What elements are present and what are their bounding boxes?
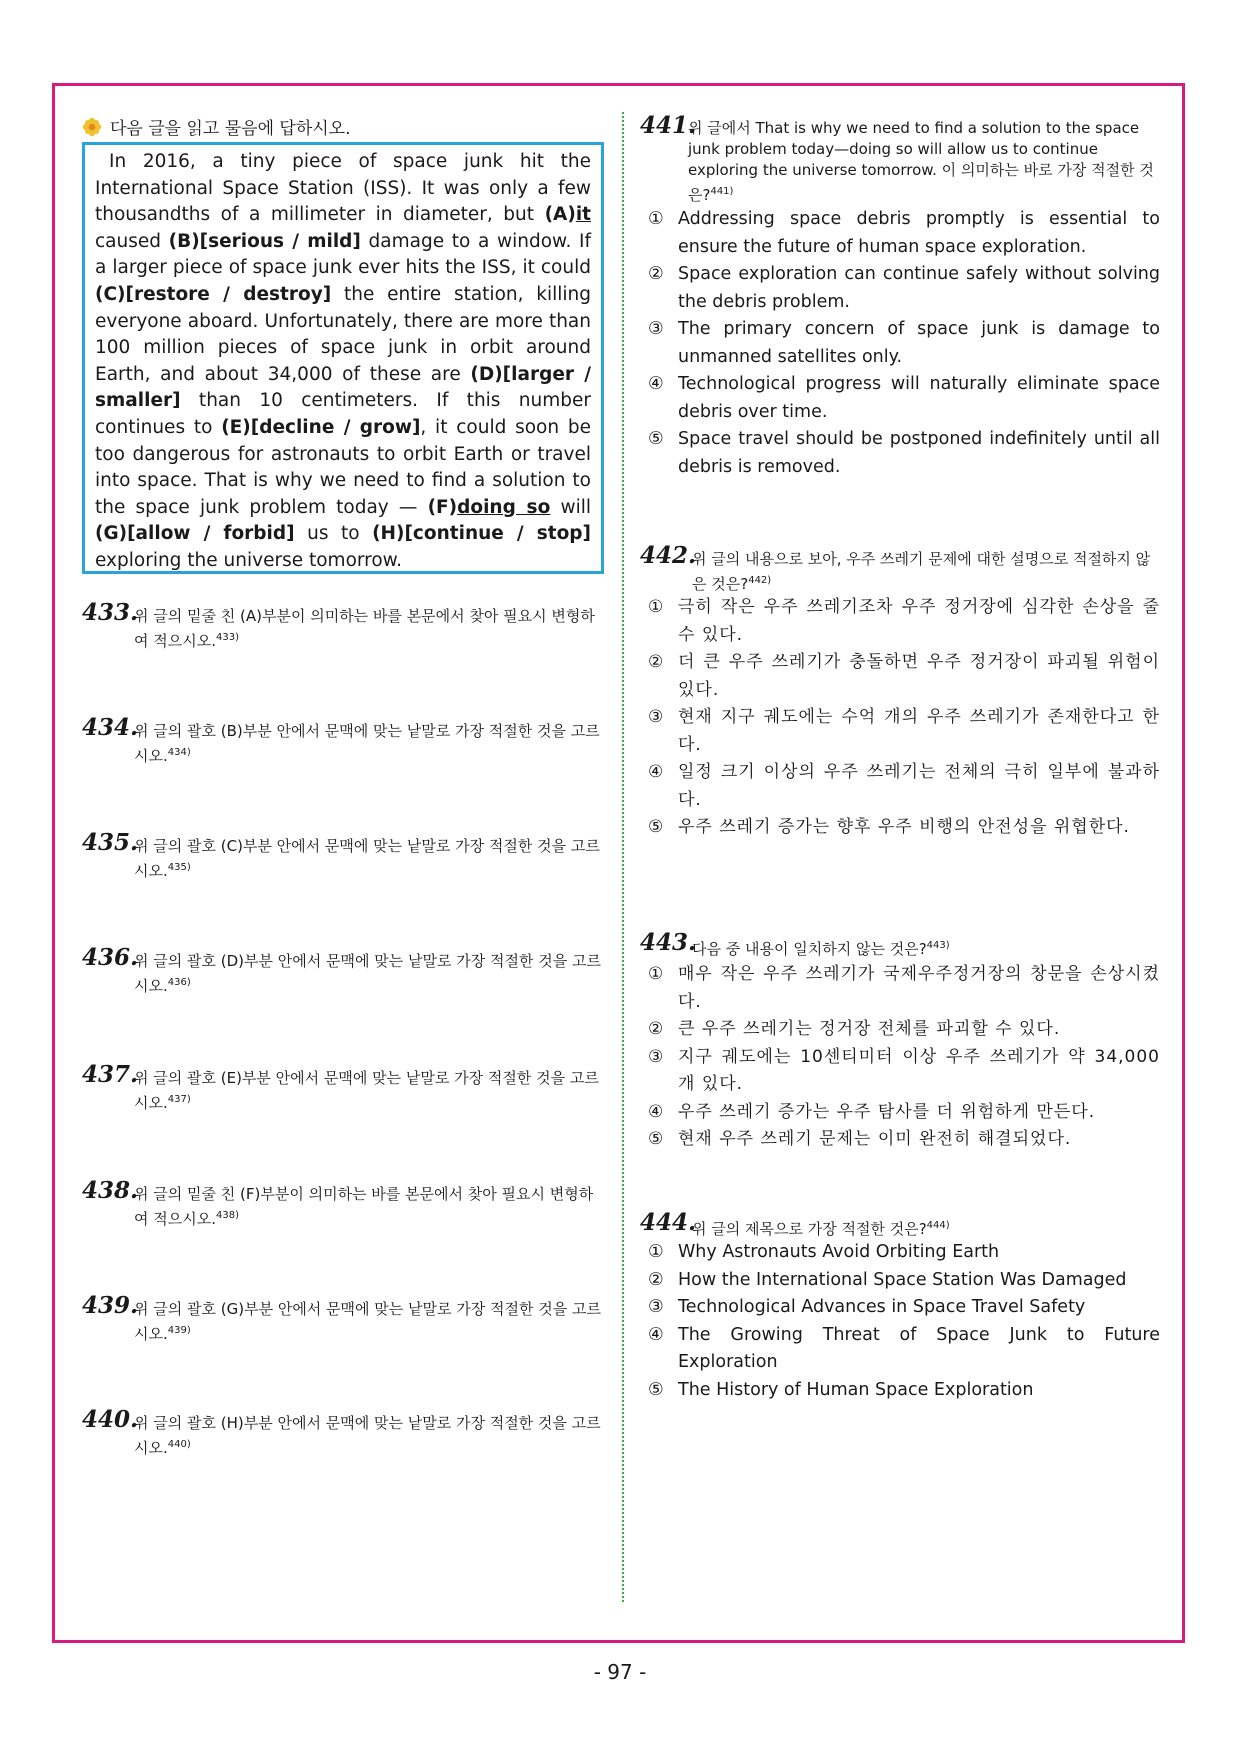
underlined-a: it (575, 204, 591, 226)
option-441-1[interactable]: ① Addressing space debris promptly is essential to ensure the future of human space exploration. (648, 209, 1160, 257)
question-436: 436. 위 글의 괄호 (D)부분 안에서 문맥에 맞는 낱말로 가장 적절한 것을 고르시오.$^{436)}$ (82, 944, 601, 995)
option-444-3[interactable]: ③ Technological Advances in Space Travel Safety (648, 1297, 1086, 1317)
instruction-text: 다음 글을 읽고 물음에 답하시오. (110, 119, 351, 139)
question-439: 439. 위 글의 괄호 (G)부분 안에서 문맥에 맞는 낱말로 가장 적절한 것을 고르시오.$^{439)}$ (82, 1292, 602, 1343)
option-443-1[interactable]: ① 매우 작은 우주 쓰레기가 국제우주정거장의 창문을 손상시켰다. (648, 964, 1160, 1012)
option-441-3[interactable]: ③ The primary concern of space junk is damage to unmanned satellites only. (648, 319, 1160, 367)
options-444 (648, 1239, 1160, 1404)
question-433: 433. 위 글의 밑줄 친 (A)부분이 의미하는 바를 본문에서 찾아 필요시 변형하여 적으시오.$^{433)}$ (82, 599, 595, 650)
option-443-2[interactable]: ② 큰 우주 쓰레기는 정거장 전체를 파괴할 수 있다. (648, 1019, 1061, 1039)
option-442-3[interactable]: ③ 현재 지구 궤도에는 수억 개의 우주 쓰레기가 존재한다고 한다. (648, 707, 1160, 755)
option-442-2[interactable]: ② 더 큰 우주 쓰레기가 충돌하면 우주 정거장이 파괴될 위험이 있다. (648, 652, 1160, 700)
bracket-c: (C)[restore / destroy] (95, 283, 332, 305)
question-435: 435. 위 글의 괄호 (C)부분 안에서 문맥에 맞는 낱말로 가장 적절한 것을 고르시오.$^{435)}$ (82, 829, 600, 880)
option-441-5[interactable]: ⑤ Space travel should be postponed indefinitely until all debris is removed. (648, 429, 1160, 477)
marker-a: (A) (544, 204, 576, 226)
question-441: 441. 위 글에서 That is why we need to find a solution to the space junk problem today—doing so will allow us to continue exploring the universe tomorrow. 이 의미하는 바로 가장 적절한 것은?$^{441)}$ (640, 112, 1154, 204)
bracket-b: (B)[serious / mild] (168, 230, 361, 252)
option-443-4[interactable]: ④ 우주 쓰레기 증가는 우주 탐사를 더 위험하게 만든다. (648, 1101, 1096, 1122)
marker-f: (F) (427, 496, 458, 518)
option-444-2[interactable]: ② How the International Space Station Was Damaged (648, 1269, 1127, 1290)
option-442-4[interactable]: ④ 일정 크기 이상의 우주 쓰레기는 전체의 극히 일부에 불과하다. (648, 762, 1160, 810)
flower-icon (82, 117, 102, 137)
options-443 (648, 961, 1160, 1154)
question-438: 438. 위 글의 밑줄 친 (F)부분이 의미하는 바를 본문에서 찾아 필요시 변형하여 적으시오.$^{438)}$ (82, 1177, 594, 1228)
reading-passage: In 2016, a tiny piece of space junk hit the International Space Station (ISS). It was only a few thousandths of a millimeter in diameter, but (A)it caused (B)[serious / mild] damage to a window. If a larger piece of space junk ever hits the ISS, it could (C)[restore / destroy] the entire station, killing everyone aboard. Unfortunately, there are more than 100 million pieces of space junk in orbit around Earth, and about 34,000 of these are (D)[larger / smaller] than 10 centimeters. If this number continues to (E)[decline / grow], it could soon be too dangerous for astronauts to orbit Earth or travel into space. That is why we need to find a solution to the space junk problem today — (F)doing so will (G)[allow / forbid] us to (H)[continue / stop] exploring the universe tomorrow. (82, 142, 604, 574)
bracket-g: (G)[allow / forbid] (95, 523, 295, 545)
bracket-d: (D)[larger / smaller] (95, 363, 592, 412)
question-444: 444. 위 글의 제목으로 가장 적절한 것은?$^{444)}$ (640, 1209, 950, 1238)
option-441-4[interactable]: ④ Technological progress will naturally eliminate space debris over time. (648, 374, 1160, 422)
underlined-f: doing so (457, 496, 551, 518)
option-444-4[interactable]: ④ The Growing Threat of Space Junk to Future Exploration (648, 1324, 1160, 1372)
column-divider (622, 112, 624, 1602)
bracket-h: (H)[continue / stop] (372, 523, 592, 545)
options-441 (648, 206, 1160, 481)
option-444-1[interactable]: ① Why Astronauts Avoid Orbiting Earth (648, 1242, 1000, 1262)
page-number: - 97 - (593, 1660, 647, 1684)
option-442-5[interactable]: ⑤ 우주 쓰레기 증가는 향후 우주 비행의 안전성을 위협한다. (648, 817, 1130, 837)
question-434: 434. 위 글의 괄호 (B)부분 안에서 문맥에 맞는 낱말로 가장 적절한 것을 고르시오.$^{434)}$ (82, 714, 600, 765)
question-443: 443. 다음 중 내용이 일치하지 않는 것은?$^{443)}$ (640, 929, 950, 958)
question-437: 437. 위 글의 괄호 (E)부분 안에서 문맥에 맞는 낱말로 가장 적절한 것을 고르시오.$^{437)}$ (82, 1061, 599, 1112)
option-442-1[interactable]: ① 극히 작은 우주 쓰레기조차 우주 정거장에 심각한 손상을 줄 수 있다. (648, 597, 1160, 645)
question-440: 440. 위 글의 괄호 (H)부분 안에서 문맥에 맞는 낱말로 가장 적절한 것을 고르시오.$^{440)}$ (82, 1406, 601, 1457)
option-443-3[interactable]: ③ 지구 궤도에는 10센티미터 이상 우주 쓰레기가 약 34,000개 있다. (648, 1046, 1160, 1094)
options-442 (648, 594, 1160, 842)
option-443-5[interactable]: ⑤ 현재 우주 쓰레기 문제는 이미 완전히 해결되었다. (648, 1129, 1072, 1149)
instruction (82, 114, 351, 139)
question-442: 442. 위 글의 내용으로 보아, 우주 쓰레기 문제에 대한 설명으로 적절하지 않은 것은?$^{442)}$ (640, 542, 1151, 593)
option-444-5[interactable]: ⑤ The History of Human Space Exploration (648, 1379, 1034, 1400)
bracket-e: (E)[decline / grow] (221, 416, 421, 438)
option-441-2[interactable]: ② Space exploration can continue safely without solving the debris problem. (648, 264, 1160, 312)
